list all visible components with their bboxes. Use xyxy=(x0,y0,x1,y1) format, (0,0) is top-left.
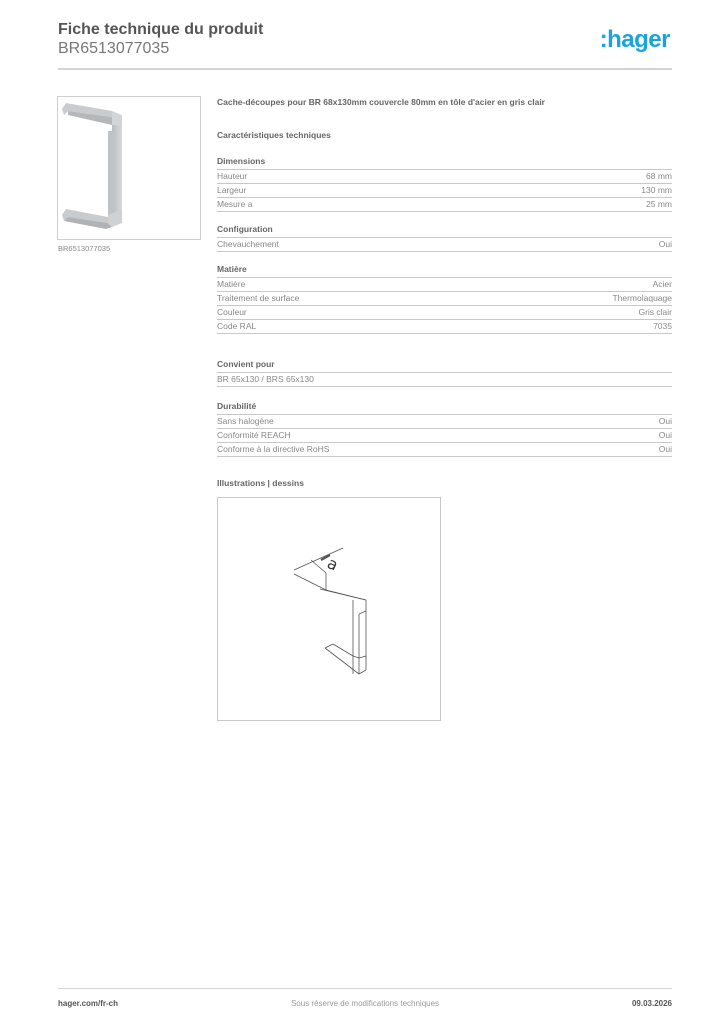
group-configuration xyxy=(217,223,672,252)
spec-label: BR 65x130 / BRS 65x130 xyxy=(217,374,314,384)
group-title: Dimensions xyxy=(217,155,672,170)
spec-row xyxy=(217,306,672,320)
spec-value: Oui xyxy=(658,430,672,440)
spec-value: Gris clair xyxy=(638,307,672,317)
hager-logo: :hager xyxy=(599,26,670,53)
product-image xyxy=(57,96,201,240)
spec-label: Conforme à la directive RoHS xyxy=(217,444,330,454)
spec-row xyxy=(217,429,672,443)
group-title: Convient pour xyxy=(217,358,672,373)
group-compatible-with xyxy=(217,358,672,387)
spec-label: Mesure a xyxy=(217,199,253,209)
spec-label: Conformité REACH xyxy=(217,430,291,440)
spec-row xyxy=(217,278,672,292)
group-durability xyxy=(217,400,672,457)
spec-row xyxy=(217,198,672,212)
illustrations-title: Illustrations | dessins xyxy=(217,478,304,488)
spec-label: Hauteur xyxy=(217,171,248,181)
technical-drawing xyxy=(217,497,441,721)
document-title: Fiche technique du produit xyxy=(58,21,264,38)
product-image-caption: BR6513077035 xyxy=(58,244,111,253)
spec-row xyxy=(217,320,672,334)
footer-divider xyxy=(58,988,672,989)
website-link[interactable]: hager.com/fr-ch xyxy=(58,999,119,1008)
spec-label: Largeur xyxy=(217,185,247,195)
spec-value: Oui xyxy=(658,444,672,454)
spec-value: Thermolaquage xyxy=(612,293,672,303)
spec-row xyxy=(217,184,672,198)
group-dimensions xyxy=(217,155,672,212)
section-title-technical: Caractéristiques techniques xyxy=(217,130,331,140)
group-title: Durabilité xyxy=(217,400,672,415)
spec-label: Traitement de surface xyxy=(217,293,300,303)
spec-value: 25 mm xyxy=(646,199,672,209)
spec-label: Couleur xyxy=(217,307,247,317)
spec-row xyxy=(217,443,672,457)
cover-piece-photo-icon xyxy=(58,97,200,239)
spec-label: Chevauchement xyxy=(217,239,279,249)
spec-label: Sans halogène xyxy=(217,416,274,426)
group-material xyxy=(217,263,672,334)
footer-date: 09.03.2026 xyxy=(631,999,672,1008)
spec-value: Oui xyxy=(658,239,672,249)
group-title: Matière xyxy=(217,263,672,278)
spec-row xyxy=(217,415,672,429)
product-reference: BR6513077035 xyxy=(58,40,170,57)
spec-value: Oui xyxy=(658,416,672,426)
spec-label: Code RAL xyxy=(217,321,257,331)
spec-row xyxy=(217,292,672,306)
spec-value: 68 mm xyxy=(646,171,672,181)
spec-row xyxy=(217,238,672,252)
header-divider xyxy=(58,68,672,70)
spec-value: Acier xyxy=(652,279,672,289)
spec-value: 130 mm xyxy=(641,185,672,195)
specifications xyxy=(217,96,672,457)
dimension-label: a xyxy=(324,553,342,575)
spec-row xyxy=(217,373,672,387)
spec-label: Matière xyxy=(217,279,246,289)
group-title: Configuration xyxy=(217,223,672,238)
spec-row xyxy=(217,170,672,184)
spec-value: 7035 xyxy=(653,321,672,331)
product-description: Cache-découpes pour BR 68x130mm couvercle 80mm en tôle d'acier en gris clair xyxy=(217,97,545,107)
footer-notice: Sous réserve de modifications techniques xyxy=(290,999,440,1008)
dimension-drawing-icon xyxy=(218,498,440,720)
page-header xyxy=(58,20,672,58)
